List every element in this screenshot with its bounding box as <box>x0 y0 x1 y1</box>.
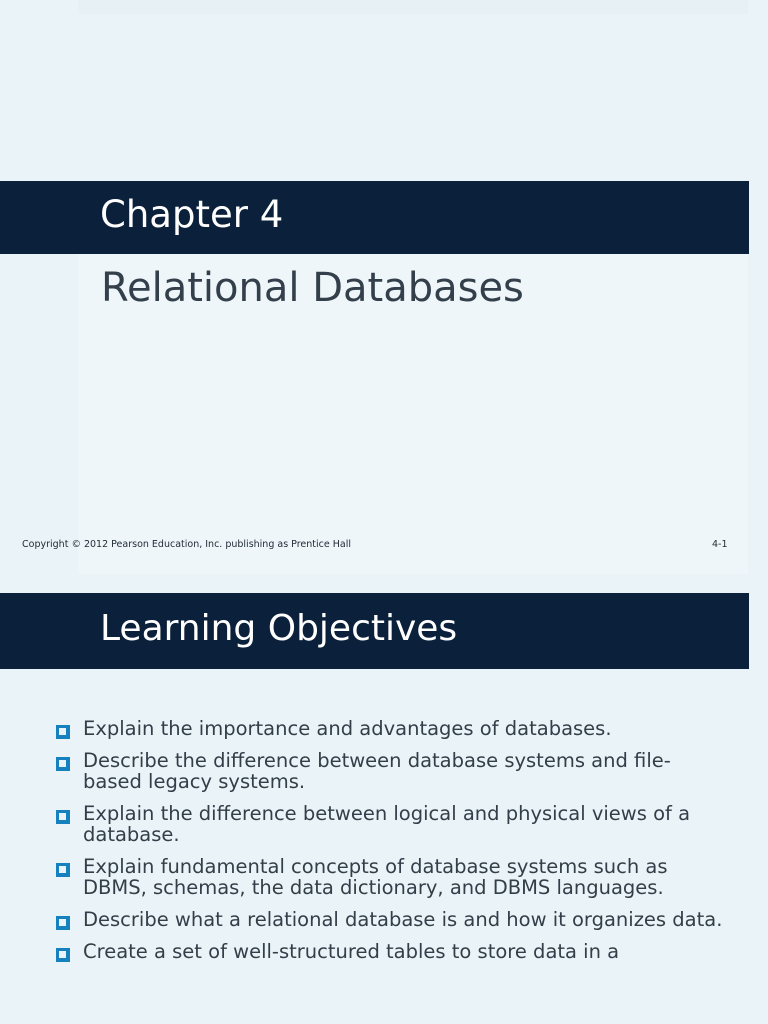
learning-objectives-title: Learning Objectives <box>100 608 458 649</box>
chapter-title: Chapter 4 <box>100 193 284 236</box>
objective-text: Describe what a relational database is and how it organizes data. <box>83 908 723 931</box>
square-bullet-icon <box>56 916 70 930</box>
list-item <box>0 856 768 898</box>
square-bullet-icon <box>56 725 70 739</box>
slide-number: 4-1 <box>712 539 728 550</box>
square-bullet-icon <box>56 810 70 824</box>
list-item <box>0 909 768 930</box>
list-item <box>0 750 768 792</box>
list-item <box>0 803 768 845</box>
objective-text: Create a set of well-structured tables to store data in a <box>83 940 620 963</box>
previous-slide-strip <box>78 0 748 14</box>
objective-text: Explain fundamental concepts of database systems such as DBMS, schemas, the data dictionary, and DBMS languages. <box>83 855 668 899</box>
objective-text: Describe the difference between database systems and file-based legacy systems. <box>83 749 671 793</box>
square-bullet-icon <box>56 863 70 877</box>
objective-text: Explain the difference between logical and physical views of a database. <box>83 802 691 846</box>
list-item <box>0 718 768 739</box>
chapter-subtitle: Relational Databases <box>101 265 524 311</box>
objectives-list <box>0 718 768 973</box>
square-bullet-icon <box>56 757 70 771</box>
copyright-footer: Copyright © 2012 Pearson Education, Inc. publishing as Prentice Hall <box>22 539 351 550</box>
objective-text: Explain the importance and advantages of databases. <box>83 717 612 740</box>
list-item <box>0 941 768 962</box>
square-bullet-icon <box>56 948 70 962</box>
